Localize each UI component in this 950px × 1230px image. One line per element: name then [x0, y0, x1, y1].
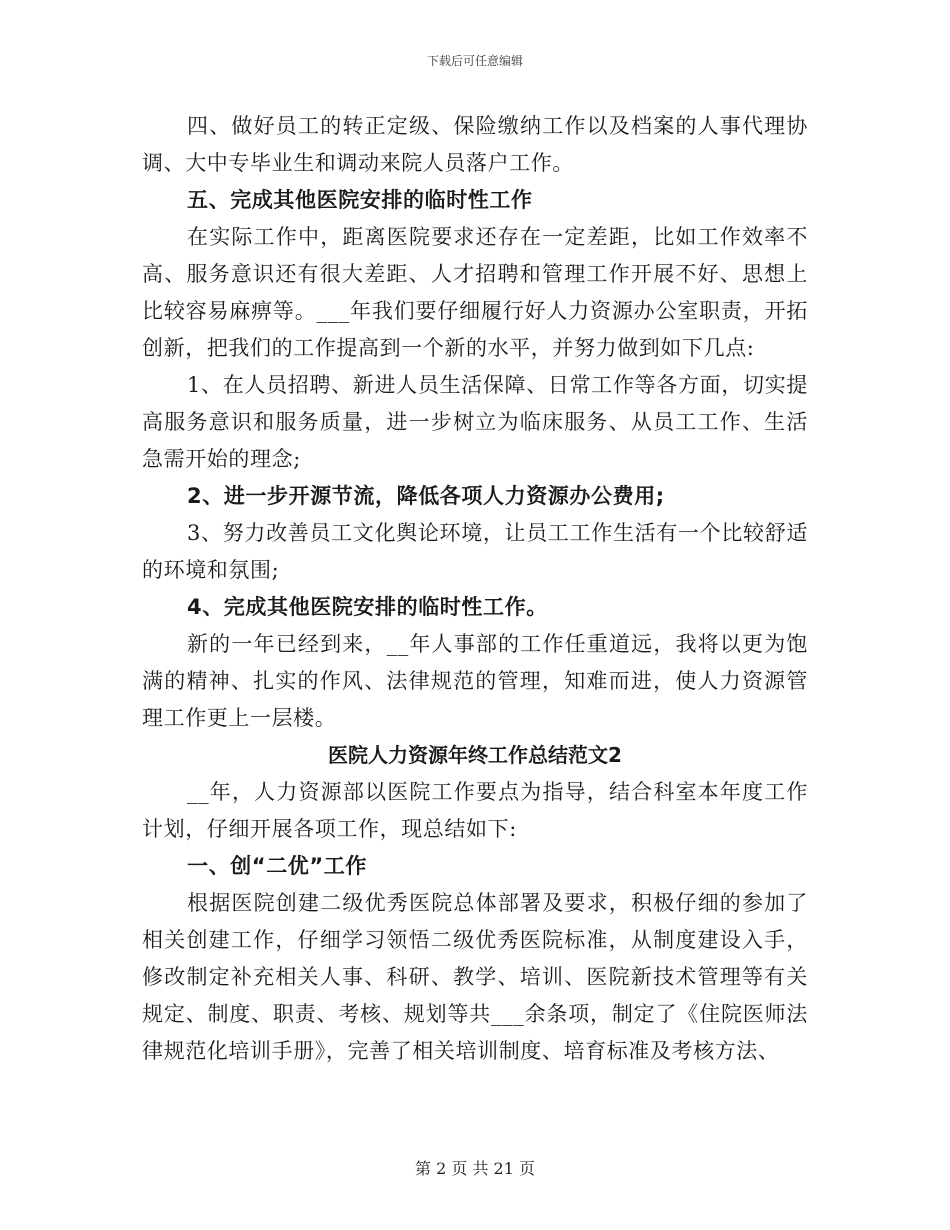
paragraph-creation-work: 根据医院创建二级优秀医院总体部署及要求，积极仔细的参加了相关创建工作，仔细学习领悟二级优秀医院标准，从制度建设入手，修改制定补充相关人事、科研、教学、培训、医院新技术管理等有关规定、制度、职责、考核、规划等共___余条项，制定了《住院医师法律规范化培训手册》，完善了相关培训制度、培育标准及考核方法、 [142, 891, 808, 1063]
section-heading-1: 一、创“二优”工作 [187, 854, 368, 878]
page-number: 第 2 页 共 21 页 [415, 1159, 535, 1178]
list-item-4: 4、完成其他医院安排的临时性工作。 [187, 595, 548, 619]
document-body [142, 108, 808, 1070]
paragraph-intro: __年，人力资源部以医院工作要点为指导，结合科室本年度工作计划，仔细开展各项工作，现总结如下: [142, 780, 808, 841]
paragraph-4: 四、做好员工的转正定级、保险缴纳工作以及档案的人事代理协调、大中专毕业生和调动来院人员落户工作。 [142, 114, 808, 175]
section-title: 医院人力资源年终工作总结范文2 [328, 743, 622, 767]
list-item-1: 1、在人员招聘、新进人员生活保障、日常工作等各方面，切实提高服务意识和服务质量，进一步树立为临床服务、从员工工作、生活急需开始的理念; [142, 373, 808, 471]
list-item-3: 3、努力改善员工文化舆论环境，让员工工作生活有一个比较舒适的环境和氛围; [142, 521, 808, 582]
header-note: 下载后可任意编辑 [426, 54, 523, 68]
paragraph-new-year: 新的一年已经到来，__年人事部的工作任重道远，我将以更为饱满的精神、扎实的作风、法律规范的管理，知难而进，使人力资源管理工作更上一层楼。 [142, 632, 808, 730]
list-item-2: 2、进一步开源节流，降低各项人力资源办公费用; [187, 484, 665, 508]
section-heading-5: 五、完成其他医院安排的临时性工作 [187, 188, 533, 212]
paragraph-gap-analysis: 在实际工作中，距离医院要求还存在一定差距，比如工作效率不高、服务意识还有很大差距、人才招聘和管理工作开展不好、思想上比较容易麻痹等。___年我们要仔细履行好人力资源办公室职责，开拓创新，把我们的工作提高到一个新的水平，并努力做到如下几点: [142, 225, 808, 360]
